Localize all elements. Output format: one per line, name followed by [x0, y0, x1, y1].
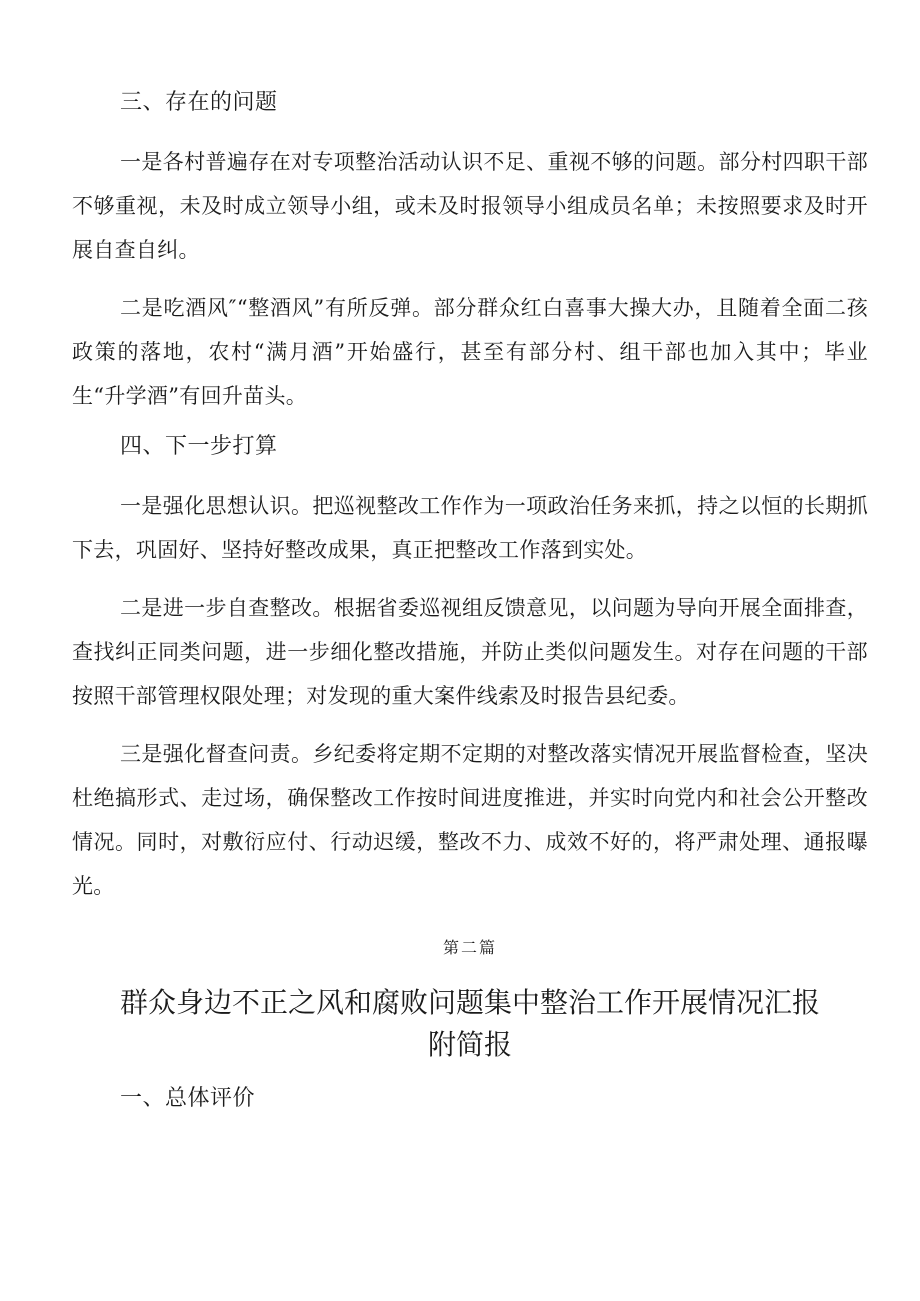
paragraph-next-step-3: 三是强化督查问责。乡纪委将定期不定期的对整改落实情况开展监督检查，坚决杜绝搞形式、走过场，确保整改工作按时间进度推进，并实时向党内和社会公开整改情况。同时，对敷衍应付、行动迟缓，整改不力、成效不好的，将严肃处理、通报曝光。	[72, 742, 868, 898]
part-label: 第二篇	[442, 938, 497, 957]
document-title: 群众身边不正之风和腐败问题集中整治工作开展情况汇报附简报	[119, 986, 820, 1061]
paragraph-problem-1: 一是各村普遍存在对专项整治活动认识不足、重视不够的问题。部分村四职干部不够重视，未及时成立领导小组，或未及时报领导小组成员名单；未按照要求及时开展自查自纠。	[72, 150, 868, 262]
section-heading-next-steps: 四、下一步打算	[120, 434, 278, 459]
paragraph-next-step-1: 一是强化思想认识。把巡视整改工作作为一项政治任务来抓，持之以恒的长期抓下去，巩固好、坚持好整改成果，真正把整改工作落到实处。	[72, 494, 868, 562]
paragraph-next-step-2: 二是进一步自查整改。根据省委巡视组反馈意见，以问题为导向开展全面排查，查找纠正同类问题，进一步细化整改措施，并防止类似问题发生。对存在问题的干部按照干部管理权限处理；对发现的重大案件线索及时报告县纪委。	[72, 596, 868, 708]
section-heading-overall-evaluation: 一、总体评价	[120, 1086, 256, 1111]
paragraph-problem-2: 二是吃酒风″“整酒风”有所反弹。部分群众红白喜事大操大办，且随着全面二孩政策的落地，农村“满月酒”开始盛行，甚至有部分村、组干部也加入其中；毕业生“升学酒”有回升苗头。	[72, 296, 868, 408]
section-heading-problems: 三、存在的问题	[120, 90, 278, 115]
